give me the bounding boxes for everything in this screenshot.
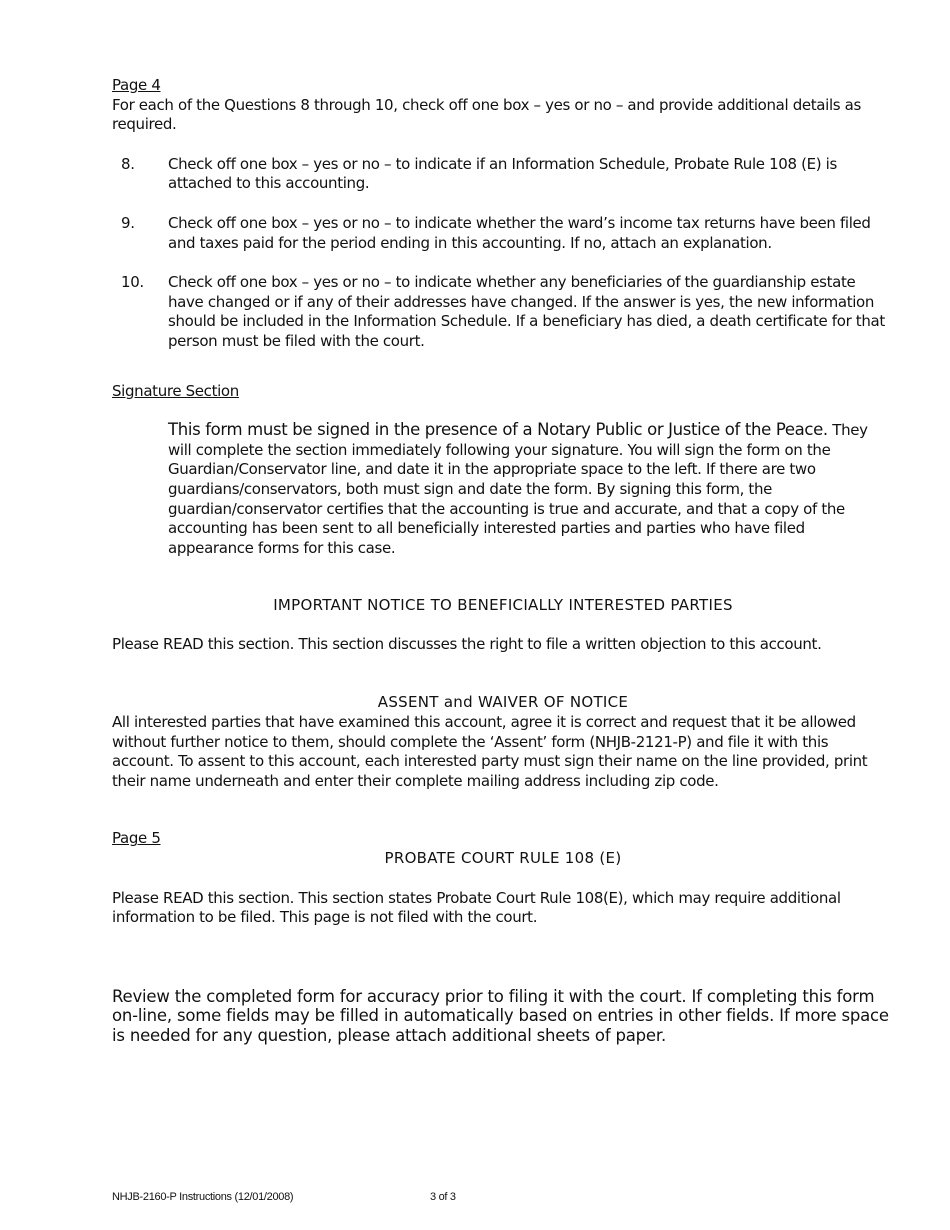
question-text: Check off one box – yes or no – to indicate whether the ward’s income tax returns have been filed and taxes paid for the period ending in this accounting. If no, attach an explanation. — [168, 213, 871, 252]
signature-body-text: They will complete the section immediately following your signature. You will sign the form on the Guardian/Conservator line, and date it in the appropriate space to the left. If there are two guardians/conservators, both must sign and date the form. By signing this form, the guardian/conservator certifies that the accounting is true and accurate, and that a copy of the accounting has been sent to all beneficially interested parties and parties who have filed appearance forms for this case. — [168, 421, 868, 557]
assent-text: All interested parties that have examined this account, agree it is correct and request that it be allowed without further notice to them, should complete the ‘Assent’ form (NHJB-2121-P) and file it with this account. To assent to this account, each interested party must sign their name on the line provided, print their name underneath and enter their complete mailing address including zip code. — [112, 713, 868, 790]
notice-text: Please READ this section. This section discusses the right to file a written objection to this account. — [112, 634, 822, 653]
form-id: NHJB-2160-P Instructions (12/01/2008) — [112, 1191, 294, 1203]
page-footer — [112, 1191, 456, 1203]
question-item-9 — [112, 214, 894, 253]
question-number: 10. — [121, 273, 144, 292]
page4-intro: For each of the Questions 8 through 10, check off one box – yes or no – and provide additional details as required. — [112, 95, 861, 134]
notice-heading: IMPORTANT NOTICE TO BENEFICIALLY INTERESTED PARTIES — [273, 596, 733, 615]
question-item-10 — [112, 273, 894, 351]
signature-lead-sentence: This form must be signed in the presence of a Notary Public or Justice of the Peace. — [168, 420, 828, 440]
question-number: 8. — [121, 154, 135, 173]
page4-heading: Page 4 — [112, 76, 161, 94]
signature-section-body — [168, 420, 894, 558]
page-number: 3 of 3 — [430, 1191, 456, 1203]
assent-heading: ASSENT and WAIVER OF NOTICE — [377, 693, 629, 712]
probate-rule-text: Please READ this section. This section states Probate Court Rule 108(E), which may require additional information to be filed. This page is not filed with the court. — [112, 888, 841, 927]
document-page — [112, 76, 894, 1046]
probate-rule-heading: PROBATE COURT RULE 108 (E) — [384, 849, 622, 868]
question-number: 9. — [121, 213, 135, 232]
question-item-8 — [112, 155, 894, 194]
question-list — [112, 155, 894, 352]
review-paragraph: Review the completed form for accuracy prior to filing it with the court. If completing this form on-line, some fields may be filled in automatically based on entries in other fields. If more space is needed for any question, please attach additional sheets of paper. — [112, 986, 889, 1045]
signature-section-heading: Signature Section — [112, 381, 239, 400]
question-text: Check off one box – yes or no – to indicate whether any beneficiaries of the guardianship estate have changed or if any of their addresses have changed. If the answer is yes, the new information should be included in the Information Schedule. If a beneficiary has died, a death certificate for that person must be filed with the court. — [168, 273, 885, 350]
page5-heading: Page 5 — [112, 829, 161, 848]
question-text: Check off one box – yes or no – to indicate if an Information Schedule, Probate Rule 108 (E) is attached to this accounting. — [168, 154, 837, 193]
